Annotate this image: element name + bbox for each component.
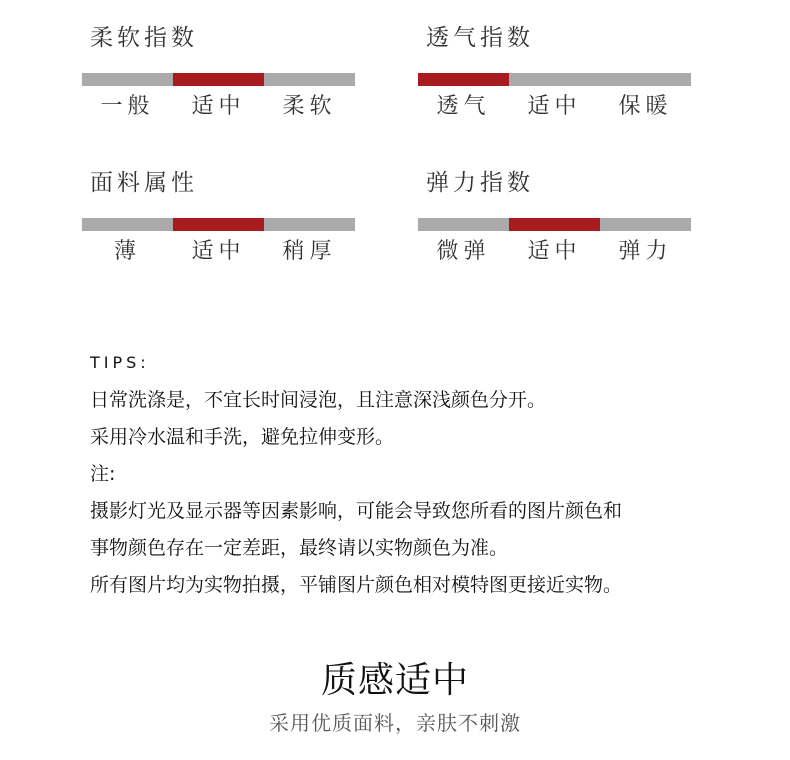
meter-label: 适中 bbox=[191, 94, 246, 119]
care-tips bbox=[90, 346, 750, 604]
meter-segment bbox=[418, 218, 509, 231]
meter-label: 稍厚 bbox=[282, 239, 337, 264]
meter-segment bbox=[264, 218, 355, 231]
footer-subtitle: 采用优质面料，亲肤不刺激 bbox=[269, 711, 521, 735]
meter-title: 柔软指数 bbox=[90, 25, 198, 51]
meter-softness bbox=[82, 22, 355, 121]
meter-label: 透气 bbox=[436, 94, 491, 119]
meter-label: 适中 bbox=[191, 239, 246, 264]
meter-segment bbox=[600, 73, 691, 86]
tips-line: 日常洗涤是，不宜长时间浸泡，且注意深浅颜色分开。 bbox=[90, 389, 547, 411]
meter-label: 弹力 bbox=[618, 239, 673, 264]
meter-segment bbox=[264, 73, 355, 86]
meter-title: 弹力指数 bbox=[426, 170, 534, 196]
meter-segment bbox=[82, 218, 173, 231]
meter-label: 保暖 bbox=[618, 94, 673, 119]
meter-title: 透气指数 bbox=[426, 25, 534, 51]
meter-title: 面料属性 bbox=[90, 170, 198, 196]
meter-label: 适中 bbox=[527, 94, 582, 119]
meter-bar bbox=[82, 218, 355, 231]
meter-labels bbox=[82, 93, 355, 121]
meter-segment bbox=[418, 73, 509, 86]
meter-segment bbox=[173, 73, 264, 86]
meter-label: 微弹 bbox=[436, 239, 491, 264]
meter-label: 柔软 bbox=[282, 94, 337, 119]
meter-labels bbox=[82, 238, 355, 266]
meter-bar bbox=[418, 73, 691, 86]
meter-labels bbox=[418, 93, 691, 121]
meter-segment bbox=[600, 218, 691, 231]
meter-bar bbox=[82, 73, 355, 86]
meter-label: 适中 bbox=[527, 239, 582, 264]
tips-line: 注: bbox=[90, 463, 116, 485]
meter-segment bbox=[82, 73, 173, 86]
meter-breathability bbox=[418, 22, 691, 121]
meter-segment bbox=[509, 218, 600, 231]
meter-label: 薄 bbox=[113, 239, 141, 264]
footer-section bbox=[0, 655, 790, 737]
meter-bar bbox=[418, 218, 691, 231]
meter-fabric-thickness bbox=[82, 167, 355, 266]
tips-heading: TIPS: bbox=[90, 353, 150, 372]
meter-segment bbox=[173, 218, 264, 231]
meter-label: 一般 bbox=[100, 94, 155, 119]
footer-title: 质感适中 bbox=[320, 660, 469, 701]
meter-labels bbox=[418, 238, 691, 266]
tips-line: 事物颜色存在一定差距，最终请以实物颜色为准。 bbox=[90, 537, 509, 559]
meter-segment bbox=[509, 73, 600, 86]
tips-line: 摄影灯光及显示器等因素影响，可能会导致您所看的图片颜色和 bbox=[90, 500, 623, 522]
tips-line: 采用冷水温和手洗，避免拉伸变形。 bbox=[90, 426, 395, 448]
tips-line: 所有图片均为实物拍摄，平铺图片颜色相对模特图更接近实物。 bbox=[90, 574, 623, 596]
meter-elasticity bbox=[418, 167, 691, 266]
